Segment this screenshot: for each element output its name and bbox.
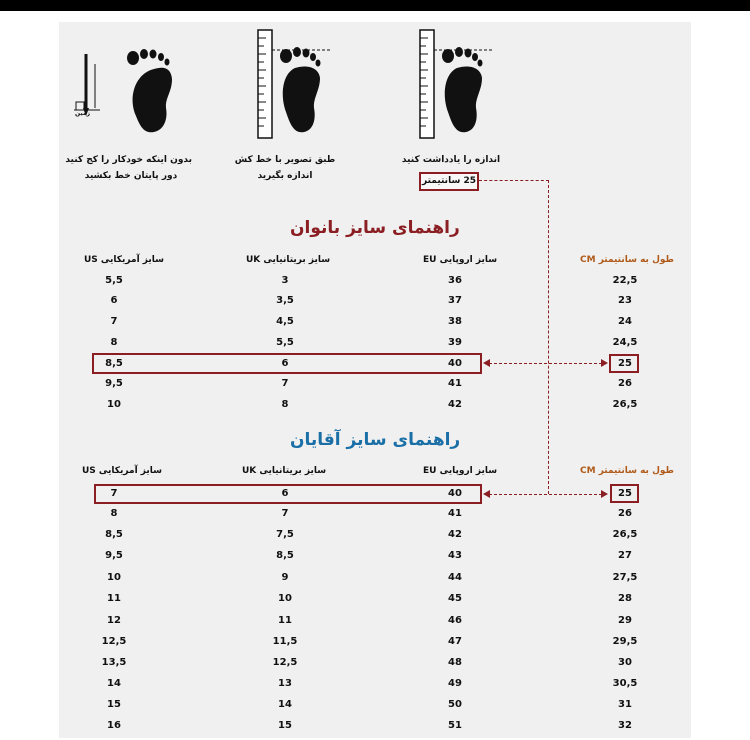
us-size: 9,5 (105, 378, 123, 389)
men-row-highlight-box (94, 484, 482, 504)
us-size: 12 (107, 615, 121, 626)
table-row (0, 270, 750, 292)
foot-trace-icon (66, 24, 216, 146)
table-row (0, 673, 750, 695)
connector-horizontal-top (479, 180, 549, 181)
uk-size: 13 (278, 678, 292, 689)
table-row (0, 332, 750, 354)
uk-size: 9 (281, 572, 289, 583)
eu-size: 40 (448, 358, 462, 369)
eu-size: 37 (448, 295, 462, 306)
uk-size: 12,5 (272, 657, 298, 668)
us-size: 16 (107, 720, 121, 731)
uk-size: 8,5 (276, 550, 294, 561)
eu-size: 41 (448, 378, 462, 389)
women-header-cm: طول به سانتیمتر CM (580, 255, 674, 265)
eu-size: 49 (448, 678, 462, 689)
uk-size: 3 (281, 275, 289, 286)
step1-caption-line2: دور پایتان خط بکشید (84, 171, 178, 181)
cm-length: 26,5 (612, 399, 638, 410)
ground-label: زمین (75, 110, 91, 117)
eu-size: 51 (448, 720, 462, 731)
step-ruler-illustration (250, 24, 400, 146)
ruler-foot-icon-2 (412, 24, 562, 146)
us-size: 10 (107, 572, 121, 583)
women-cm-highlight-box (609, 354, 639, 373)
men-cm-highlight-box (610, 484, 639, 503)
cm-length: 24 (618, 316, 632, 327)
men-arrow-right-icon (601, 490, 608, 498)
women-size-title: راهنمای سایز بانوان (290, 218, 460, 238)
eu-size: 41 (448, 508, 462, 519)
us-size: 10 (107, 399, 121, 410)
step-trace-illustration (66, 24, 216, 146)
uk-size: 6 (281, 358, 289, 369)
cm-length: 25 (618, 488, 632, 499)
eu-size: 42 (448, 399, 462, 410)
eu-size: 44 (448, 572, 462, 583)
uk-size: 4,5 (276, 316, 294, 327)
us-size: 7 (110, 316, 118, 327)
table-row (0, 524, 750, 546)
eu-size: 48 (448, 657, 462, 668)
uk-size: 11 (278, 615, 292, 626)
table-row (0, 567, 750, 589)
cm-length: 24,5 (612, 337, 638, 348)
cm-length: 31 (618, 699, 632, 710)
eu-size: 40 (448, 488, 462, 499)
uk-size: 5,5 (276, 337, 294, 348)
table-row (0, 373, 750, 395)
uk-size: 7,5 (276, 529, 294, 540)
women-header-us: سایز آمریکایی US (84, 255, 165, 265)
cm-length: 30,5 (612, 678, 638, 689)
eu-size: 46 (448, 615, 462, 626)
us-size: 12,5 (101, 636, 127, 647)
us-size: 14 (107, 678, 121, 689)
men-connector (489, 494, 602, 495)
us-size: 8,5 (105, 358, 123, 369)
eu-size: 39 (448, 337, 462, 348)
us-size: 6 (110, 295, 118, 306)
eu-size: 47 (448, 636, 462, 647)
top-black-bar (0, 0, 750, 11)
cm-length: 28 (618, 593, 632, 604)
men-arrow-left-icon (483, 490, 490, 498)
table-row (0, 694, 750, 716)
eu-size: 45 (448, 593, 462, 604)
cm-length: 26 (618, 378, 632, 389)
table-row (0, 545, 750, 567)
us-size: 8 (110, 337, 118, 348)
uk-size: 10 (278, 593, 292, 604)
us-size: 13,5 (101, 657, 127, 668)
cm-length: 30 (618, 657, 632, 668)
women-row-highlight-box (92, 353, 482, 374)
cm-length: 26 (618, 508, 632, 519)
ruler-foot-icon (250, 24, 400, 146)
table-row (0, 503, 750, 525)
eu-size: 42 (448, 529, 462, 540)
us-size: 9,5 (105, 550, 123, 561)
table-row (0, 715, 750, 737)
eu-size: 38 (448, 316, 462, 327)
step3-caption-line1: اندازه را یادداشت کنید (401, 155, 501, 165)
step-note-illustration (412, 24, 562, 146)
women-arrow-right-icon (601, 359, 608, 367)
eu-size: 50 (448, 699, 462, 710)
eu-size: 43 (448, 550, 462, 561)
us-size: 5,5 (105, 275, 123, 286)
cm-length: 23 (618, 295, 632, 306)
cm-length: 29 (618, 615, 632, 626)
us-size: 15 (107, 699, 121, 710)
us-size: 8 (110, 508, 118, 519)
cm-length: 27 (618, 550, 632, 561)
uk-size: 3,5 (276, 295, 294, 306)
uk-size: 14 (278, 699, 292, 710)
eu-size: 36 (448, 275, 462, 286)
us-size: 7 (110, 488, 118, 499)
men-size-title: راهنمای سایز آقایان (290, 430, 461, 450)
table-row (0, 652, 750, 674)
cm-length: 27,5 (612, 572, 638, 583)
uk-size: 7 (281, 508, 289, 519)
table-row (0, 290, 750, 312)
uk-size: 6 (281, 488, 289, 499)
men-header-us: سایز آمریکایی US (82, 466, 163, 476)
table-row (0, 610, 750, 632)
table-row (0, 394, 750, 416)
uk-size: 7 (281, 378, 289, 389)
men-header-eu: سایز اروپایی EU (423, 466, 498, 476)
women-connector (489, 363, 602, 364)
table-row (0, 588, 750, 610)
us-size: 11 (107, 593, 121, 604)
cm-length: 25 (618, 358, 632, 369)
step2-caption-line2: اندازه بگیرید (257, 171, 313, 181)
step1-caption-line1: بدون اینکه خودکار را کج کنید (65, 155, 192, 165)
table-row (0, 631, 750, 653)
uk-size: 15 (278, 720, 292, 731)
uk-size: 8 (281, 399, 289, 410)
us-size: 8,5 (105, 529, 123, 540)
step2-caption-line1: طبق تصویر با خط کش (234, 155, 336, 165)
measurement-highlight: 25 سانتیمتر (419, 172, 479, 191)
men-header-uk: سایز بریتانیایی UK (242, 466, 327, 476)
cm-length: 22,5 (612, 275, 638, 286)
cm-length: 29,5 (612, 636, 638, 647)
uk-size: 11,5 (272, 636, 298, 647)
cm-length: 26,5 (612, 529, 638, 540)
women-header-uk: سایز بریتانیایی UK (246, 255, 331, 265)
table-row (0, 311, 750, 333)
women-arrow-left-icon (483, 359, 490, 367)
men-header-cm: طول به سانتیمتر CM (580, 466, 674, 476)
cm-length: 32 (618, 720, 632, 731)
women-header-eu: سایز اروپایی EU (423, 255, 498, 265)
